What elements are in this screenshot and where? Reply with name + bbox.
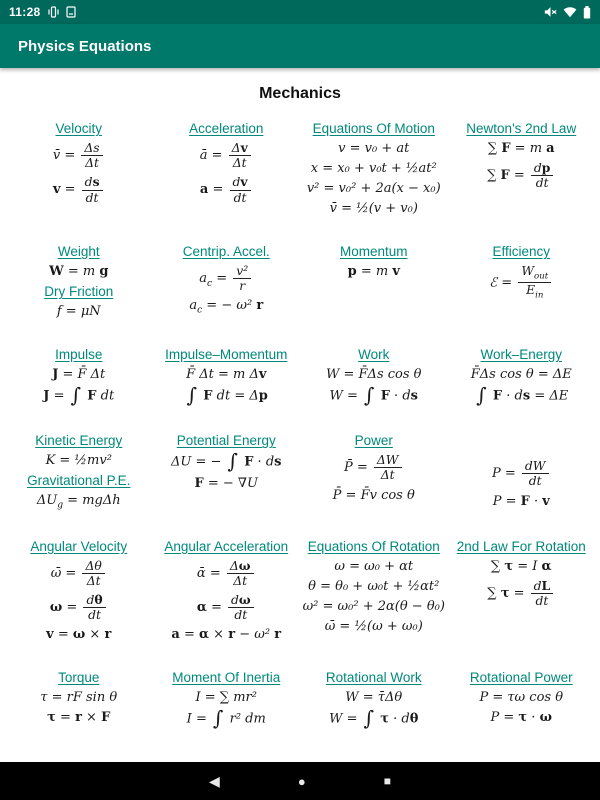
fraction: $\frac{\Delta\theta}{\Delta t}$	[82, 559, 104, 588]
equation-group-title[interactable]: Newton's 2nd Law	[466, 121, 577, 136]
vibrate-icon	[48, 6, 59, 18]
integral-sign: ∫	[364, 383, 375, 407]
equation-group-title[interactable]: Impulse	[55, 347, 103, 362]
equation: f = μN	[56, 304, 101, 319]
fraction: $\frac{d\theta}{dt}$	[83, 593, 105, 622]
equation-cell	[172, 668, 280, 733]
equation-group-title[interactable]: Centrip. Accel.	[182, 244, 270, 259]
equation: ∑ τ = I α	[490, 558, 552, 574]
equation-cell	[303, 537, 445, 639]
equation-group-title[interactable]: Equations Of Rotation	[307, 538, 440, 554]
equation: ∑ F = $\frac{dp}{dt}$	[466, 161, 576, 190]
wifi-icon	[563, 6, 577, 18]
equation: ℰ = $\frac{W_{out}}{E_{in}}$	[489, 264, 553, 302]
equation-cell	[470, 668, 573, 730]
equation-group-title[interactable]: Moment Of Inertia	[172, 670, 281, 686]
equation-group-title[interactable]: Rotational Work	[325, 670, 422, 686]
volume-mute-icon	[544, 6, 557, 18]
equation: ω̄ = $\frac{\Delta\theta}{\Delta t}$	[30, 559, 127, 588]
equation: $\Delta U_g = mg\Delta h$	[36, 493, 121, 511]
integral-sign: ∫	[186, 383, 198, 407]
equation-cell	[165, 345, 287, 410]
equation-group-title[interactable]: Rotational Power	[469, 670, 573, 686]
equation: v̄ = ½(v + v₀)	[329, 201, 418, 216]
equation-cell	[44, 242, 113, 324]
equation: v = v₀ + at	[338, 141, 410, 156]
fraction: $\frac{dW}{dt}$	[522, 459, 549, 488]
equation-cell	[30, 537, 127, 648]
equation-cell	[340, 242, 408, 284]
equation-cell	[333, 431, 415, 507]
fraction: $\frac{dL}{dt}$	[531, 579, 554, 608]
equation: I = ∫ r² dm	[186, 706, 266, 731]
status-right-icons	[544, 6, 591, 19]
equation: ω̄ = ½(ω + ω₀)	[324, 618, 423, 634]
equation: ΔU = − ∫ F · ds	[171, 449, 282, 474]
equation: W = τ̄Δθ	[345, 690, 403, 706]
equation-group-title[interactable]: Angular Velocity	[30, 538, 128, 554]
home-button[interactable]: ●	[297, 773, 306, 789]
equation: α = $\frac{d\omega}{dt}$	[164, 593, 288, 622]
equation: P̄ = F̄v cos θ	[332, 487, 415, 503]
equation: W = m g	[49, 264, 109, 279]
title-spacer	[492, 431, 551, 454]
equation: W = ∫ F · ds	[329, 383, 418, 407]
equation: τ = r × F	[47, 710, 111, 726]
equation-cell	[466, 119, 576, 195]
equation-cell	[171, 431, 281, 496]
fraction: $\frac{\Delta v}{\Delta t}$	[229, 141, 251, 170]
equation-group-title[interactable]: Work–Energy	[480, 347, 563, 362]
equation-cell	[457, 537, 586, 613]
equation: J = ∫ F dt	[43, 383, 115, 407]
equation: P = $\frac{dW}{dt}$	[492, 459, 551, 488]
equation-cell	[489, 242, 553, 307]
equation: ω = $\frac{d\theta}{dt}$	[30, 593, 127, 622]
equation-group-title[interactable]: Angular Acceleration	[164, 538, 289, 554]
equation: $a_c$ = $\frac{\text{v²}}{r}$	[183, 264, 270, 293]
equation-group-title[interactable]: Impulse–Momentum	[165, 347, 288, 362]
equation: ᾱ = $\frac{\Delta\omega}{\Delta t}$	[164, 559, 288, 588]
equation-group-title[interactable]: Kinetic Energy	[35, 433, 123, 449]
equation-group-title[interactable]: Weight	[57, 244, 100, 259]
equation: a = $\frac{dv}{dt}$	[189, 175, 263, 204]
fraction: $\frac{\Delta s}{\Delta t}$	[81, 141, 102, 170]
equation: ā = $\frac{\Delta v}{\Delta t}$	[189, 141, 263, 170]
equation-group-title[interactable]: Equations Of Motion	[312, 121, 435, 136]
equation-group-title[interactable]: Potential Energy	[176, 433, 276, 449]
fraction: $\frac{dp}{dt}$	[531, 161, 554, 190]
equation-cell	[164, 537, 288, 648]
fraction: $\frac{\Delta\omega}{\Delta t}$	[227, 559, 254, 588]
equation-cell	[492, 431, 551, 513]
equation: ∑ F = m a	[487, 141, 555, 156]
page-title: Mechanics	[259, 85, 341, 102]
equation-group-title[interactable]: Power	[354, 433, 393, 449]
equation-group-title[interactable]: 2nd Law For Rotation	[456, 538, 586, 554]
equation: ∫ F dt = Δp	[186, 383, 268, 407]
equation-cell	[27, 431, 130, 516]
equation-group-title[interactable]: Efficiency	[492, 244, 551, 259]
equation-cell	[53, 119, 105, 210]
integral-sign: ∫	[212, 706, 224, 731]
content-area	[0, 68, 600, 762]
app-title: Physics Equations	[18, 37, 152, 55]
equation-cell	[189, 119, 263, 210]
equation: ω = ω₀ + αt	[334, 558, 414, 574]
equation-cell	[326, 345, 421, 410]
equation: v = $\frac{ds}{dt}$	[53, 175, 105, 204]
equation: τ = rF sin θ	[40, 690, 118, 706]
equation: J = F̄ Δt	[52, 367, 106, 382]
integral-sign: ∫	[227, 449, 239, 474]
equation: F = − ∇U	[194, 476, 258, 492]
equation-cell	[307, 119, 441, 221]
equation: P = τ · ω	[490, 710, 552, 726]
equation: v² = v₀² + 2a(x − x₀)	[306, 181, 441, 196]
equation: P̄ = $\frac{\Delta W}{\Delta t}$	[333, 453, 415, 482]
equation: I = ∑ mr²	[195, 690, 257, 706]
equation: ω² = ω₀² + 2α(θ − θ₀)	[302, 598, 445, 614]
fraction: $\frac{W_{out}}{E_{in}}$	[518, 264, 551, 302]
integral-sign: ∫	[476, 383, 487, 407]
equation-group-title[interactable]: Acceleration	[189, 121, 264, 136]
equation: P = F · v	[492, 493, 550, 509]
equation: K = ½mv²	[45, 453, 112, 469]
fraction: $\frac{d\omega}{dt}$	[228, 593, 254, 622]
status-bar	[0, 0, 600, 24]
equation-group-title[interactable]: Dry Friction	[44, 284, 114, 299]
equation: v = ω × r	[46, 627, 112, 643]
status-time: 11:28	[9, 5, 41, 19]
equation: v̄ = $\frac{\Delta s}{\Delta t}$	[53, 141, 105, 170]
equation: W = F̄Δs cos θ	[326, 367, 422, 382]
equation-cell	[43, 345, 114, 410]
recents-button[interactable]: ■	[383, 774, 391, 788]
back-button[interactable]: ◀	[209, 773, 220, 789]
equation-group-title[interactable]: Velocity	[55, 121, 102, 136]
fraction: $\frac{ds}{dt}$	[82, 175, 103, 204]
equation: x = x₀ + v₀t + ½at²	[310, 161, 437, 176]
integral-sign: ∫	[70, 383, 82, 407]
equation-cell	[471, 345, 572, 410]
equation: F̄ Δt = m Δv	[186, 367, 267, 382]
equation-group-title[interactable]: Gravitational P.E.	[27, 473, 131, 489]
android-nav-bar	[0, 762, 600, 800]
equation: p = m v	[347, 264, 400, 279]
equation-group-title[interactable]: Work	[358, 347, 390, 362]
equation: a = α × r − ω² r	[171, 627, 282, 643]
equation-group-title[interactable]: Torque	[58, 670, 100, 686]
equation: θ = θ₀ + ω₀t + ½αt²	[308, 578, 440, 594]
equation-cell	[40, 668, 117, 730]
fraction: $\frac{\Delta W}{\Delta t}$	[374, 453, 402, 482]
fraction: $\frac{dv}{dt}$	[230, 175, 251, 204]
equation: ∫ F · ds = ΔE	[476, 383, 569, 407]
fraction: $\frac{\text{v²}}{r}$	[233, 264, 251, 293]
equation: F̄Δs cos θ = ΔE	[470, 367, 572, 382]
equation: ∑ τ = $\frac{dL}{dt}$	[457, 579, 586, 608]
equation: $a_c$ = − ω² r	[189, 298, 264, 316]
equation-cell	[183, 242, 270, 321]
equation-group-title[interactable]: Momentum	[339, 244, 408, 259]
app-bar	[0, 24, 600, 68]
equation: W = ∫ τ · dθ	[329, 706, 419, 731]
integral-sign: ∫	[363, 706, 375, 731]
equation-cell	[326, 668, 422, 733]
equations-grid	[0, 115, 600, 738]
equation: P = τω cos θ	[479, 690, 564, 706]
battery-icon	[583, 6, 591, 19]
screenshot-icon	[66, 6, 76, 18]
